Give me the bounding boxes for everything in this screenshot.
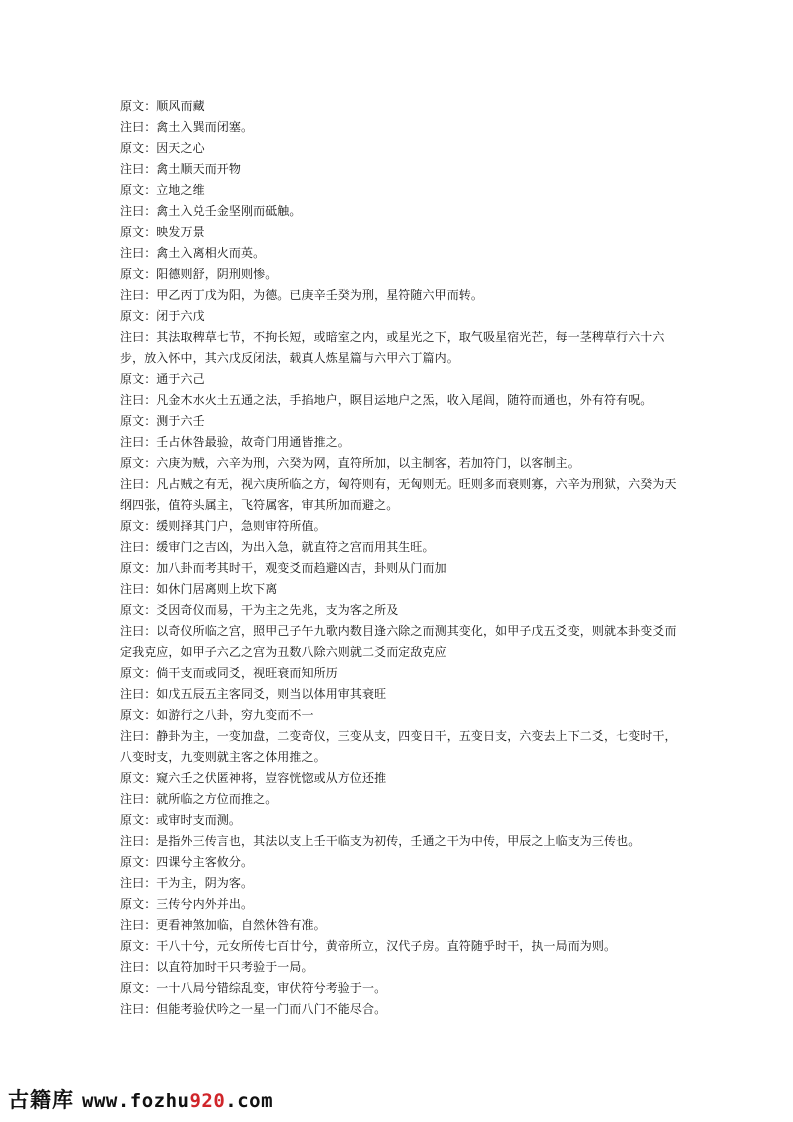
watermark-footer: [8, 1084, 273, 1114]
text-line: 注曰：凡金木水火土五通之法，手掐地户，瞑目运地户之炁，收入尾闾，随符而通也，外有符有呪。: [120, 393, 653, 407]
site-name: 古籍库: [8, 1088, 74, 1112]
text-line: 注曰：干为主，阴为客。: [120, 876, 254, 890]
text-line: 原文：测于六壬: [120, 414, 205, 428]
text-line: 原文：干八十兮，元女所传七百廿兮，黄帝所立，汉代子房。直符随乎时干，执一局而为则。: [120, 939, 617, 953]
text-line: 注曰：禽土入离相火而英。: [120, 246, 266, 260]
text-line: 原文：顺风而藏: [120, 99, 205, 113]
text-line: 注曰：是指外三传言也，其法以支上壬干临支为初传，壬通之干为中传，甲辰之上临支为三传也。: [120, 834, 641, 848]
text-line: 注曰：更看神煞加临，自然休咎有准。: [120, 918, 326, 932]
text-line: 注曰：如戊五辰五主客同爻，则当以体用审其衰旺: [120, 687, 387, 701]
text-line: 原文：闭于六戊: [120, 309, 205, 323]
text-line: 原文：六庚为贼，六辛为刑，六癸为网，直符所加，以主制客，若加符门，以客制主。: [120, 456, 580, 470]
text-line: 原文：缓则择其门户，急则审符所值。: [120, 519, 326, 533]
text-line: 注曰：以直符加时干只考验于一局。: [120, 960, 314, 974]
text-line: 注曰：如休门居离则上坎下离: [120, 582, 278, 596]
document-body: [120, 96, 680, 1020]
text-line: 注曰：禽土顺天而开物: [120, 162, 242, 176]
text-line: 原文：加八卦而考其时干，观变爻而趋避凶吉，卦则从门而加: [120, 561, 447, 575]
text-line: 注曰：禽土入兑壬金坚刚而砥触。: [120, 204, 302, 218]
text-line: 原文：因天之心: [120, 141, 205, 155]
text-line: 注曰：就所临之方位而推之。: [120, 792, 278, 806]
text-line: 原文：映发万景: [120, 225, 205, 239]
text-line: 原文：四课兮主客攸分。: [120, 855, 254, 869]
text-line: 原文：立地之维: [120, 183, 205, 197]
text-line: 注曰：壬占休咎最验，故奇门用通皆推之。: [120, 435, 350, 449]
text-line: 注曰：缓审门之吉凶，为出入急，就直符之宫而用其生旺。: [120, 540, 435, 554]
text-line: 注曰：禽土入巽而闭塞。: [120, 120, 254, 134]
text-line: 注曰：其法取稗草七节，不拘长短，或暗室之内，或星光之下，取气吸星宿光芒，每一茎稗草行六十六步，放入怀中，其六戊反闭法，载真人炼星篇与六甲六丁篇内。: [120, 330, 665, 365]
text-line: 注曰：但能考验伏吟之一星一门而八门不能尽合。: [120, 1002, 387, 1016]
text-line: 原文：倘干支而或同爻，视旺衰而知所历: [120, 666, 338, 680]
site-url-suffix: .com: [225, 1090, 274, 1112]
text-line: 注曰：以奇仪所临之宫，照甲己子午九歌内数目逢六除之而测其变化，如甲子戊五爻变，则就本卦变爻而定我克应，如甲子六乙之宫为丑数八除六则就二爻而定敌克应: [120, 624, 677, 659]
site-url-number: 920: [189, 1090, 226, 1112]
text-line: 原文：通于六己: [120, 372, 205, 386]
text-line: 原文：窥六壬之伏匿神将，豈容恍惚或从方位还推: [120, 771, 387, 785]
text-line: 注曰：凡占贼之有无，视六庚所临之方，匈符则有，无匈则无。旺则多而衰则寡，六辛为刑狱，六癸为天纲四张，值符头属主，飞符属客，审其所加而避之。: [120, 477, 677, 512]
text-line: 原文：爻因奇仪而易，干为主之先兆，支为客之所及: [120, 603, 399, 617]
text-line: 原文：如游行之八卦，穷九变而不一: [120, 708, 314, 722]
text-line: 原文：三传兮内外并出。: [120, 897, 254, 911]
text-line: 注曰：静卦为主，一变加盘，二变奇仪，三变从支，四变日干，五变日支，六变去上下二爻，七变时干，八变时支，九变则就主客之体用推之。: [120, 729, 677, 764]
text-line: 原文：一十八局兮错综乱变，审伏符兮考验于一。: [120, 981, 387, 995]
text-line: 原文：阳德则舒，阴刑则惨。: [120, 267, 278, 281]
text-line: 原文：或审时支而测。: [120, 813, 242, 827]
text-line: 注曰：甲乙丙丁戊为阳，为德。已庚辛壬癸为刑，星符随六甲而转。: [120, 288, 484, 302]
site-url-prefix: www.fozhu: [82, 1090, 190, 1112]
